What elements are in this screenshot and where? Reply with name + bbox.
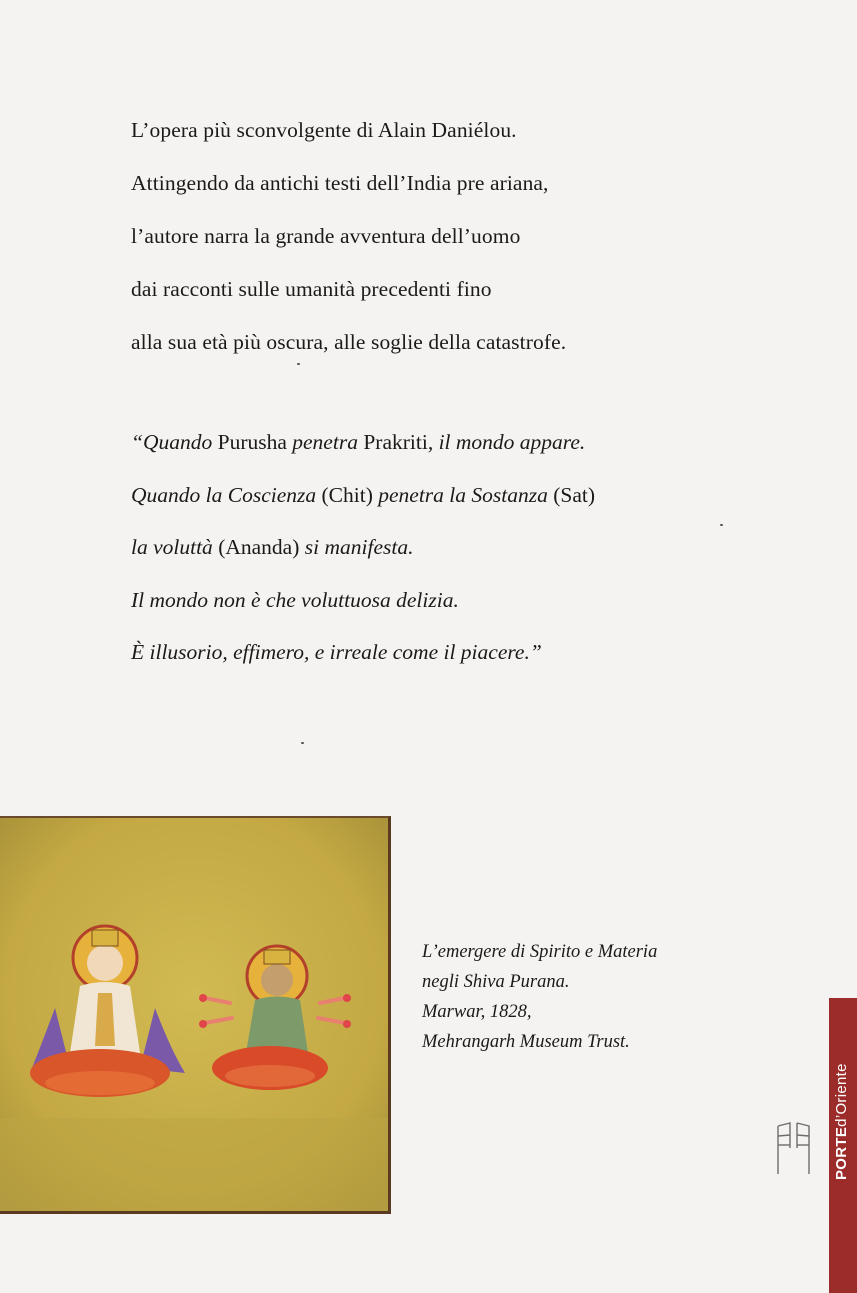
painting-illustration [0,818,388,1211]
quote-line [131,469,771,522]
quote-fragment: Quando la Coscienza [131,482,322,507]
quote-fragment: penetra [286,430,364,454]
image-caption [422,937,752,1057]
quote-fragment: penetra la Sostanza [372,482,554,507]
blurb-text [131,104,771,369]
brand-bold: PORTE [833,1126,850,1180]
quote-fragment: (Ananda) [218,535,300,559]
blurb-line: Attingendo da antichi testi dell’India pre ariana, [131,171,549,195]
quote-fragment: È illusorio, effimero, e irreale come il piacere.” [131,640,542,664]
publisher-brand [833,1063,850,1180]
publisher-gate-icon [775,1118,815,1180]
brand-rest: d’Oriente [833,1063,850,1127]
blurb-line: l’autore narra la grande avventura dell’uomo [131,224,521,248]
quote-fragment: (Chit) [321,482,373,507]
quote-line [131,626,771,679]
print-speck [297,363,300,365]
quote-fragment: (Sat) [553,482,596,507]
quote-text [131,416,771,679]
caption-line: negli Shiva Purana. [422,972,570,992]
quote-fragment: , il mondo appare. [427,430,586,454]
print-speck [720,524,723,526]
quote-line [131,521,771,574]
print-speck [301,742,304,744]
quote-line [131,416,771,469]
caption-line: L’emergere di Spirito e Materia [422,942,658,962]
quote-fragment: si manifesta. [299,535,414,559]
caption-line: Marwar, 1828, [422,1002,532,1022]
blurb-line: alla sua età più oscura, alle soglie della catastrofe. [131,330,567,354]
quote-fragment: “Quando [131,430,218,454]
quote-fragment: Prakriti [363,430,428,454]
quote-fragment: la voluttà [131,535,219,559]
quote-fragment: Purusha [217,430,287,454]
cover-painting [0,816,391,1214]
caption-line: Mehrangarh Museum Trust. [422,1032,630,1052]
quote-fragment: Il mondo non è che voluttuosa delizia. [131,587,459,612]
blurb-line: L’opera più sconvolgente di Alain Daniélou. [131,118,517,142]
quote-line [131,574,771,627]
blurb-line: dai racconti sulle umanità precedenti fino [131,277,492,301]
